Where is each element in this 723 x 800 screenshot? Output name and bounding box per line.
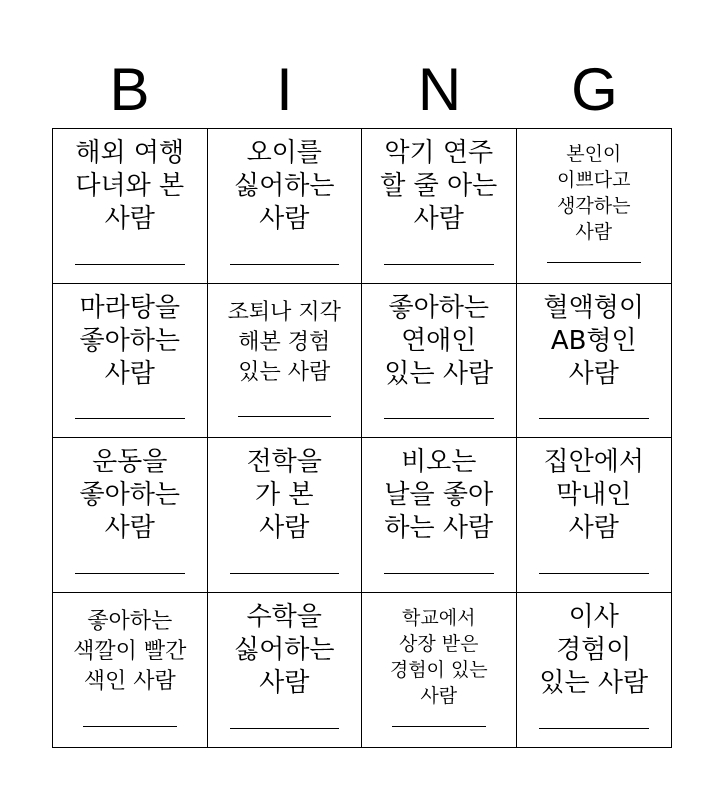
signature-line[interactable] <box>83 726 177 727</box>
signature-line[interactable] <box>547 262 642 263</box>
cell-text: 수학을 싫어하는 사람 <box>234 601 335 698</box>
cell-text: 본인이 이쁘다고 생각하는 사람 <box>557 143 631 243</box>
bingo-cell[interactable] <box>362 284 517 439</box>
signature-line[interactable] <box>384 264 494 265</box>
cell-text: 마라탕을 좋아하는 사람 <box>79 292 180 389</box>
bingo-cell[interactable] <box>362 593 517 748</box>
bingo-cell[interactable] <box>517 593 672 748</box>
bingo-cell[interactable] <box>53 593 208 748</box>
signature-line[interactable] <box>230 264 340 265</box>
cell-text: 해외 여행 다녀와 본 사람 <box>75 138 185 234</box>
header-letter-b: B <box>109 56 150 123</box>
bingo-cell[interactable] <box>208 284 363 439</box>
signature-line[interactable] <box>75 418 185 419</box>
signature-line[interactable] <box>539 418 650 419</box>
header-letter-n: N <box>417 56 462 123</box>
signature-line[interactable] <box>230 728 340 729</box>
bingo-cell[interactable] <box>208 438 363 593</box>
cell-text: 오이를 싫어하는 사람 <box>234 138 335 234</box>
signature-line[interactable] <box>75 264 185 265</box>
cell-text: 전학을 가 본 사람 <box>246 447 322 543</box>
bingo-cell[interactable] <box>362 438 517 593</box>
signature-line[interactable] <box>539 573 650 574</box>
bingo-cell[interactable] <box>517 438 672 593</box>
bingo-cell[interactable] <box>517 284 672 439</box>
cell-text: 비오는 날을 좋아 하는 사람 <box>384 447 494 543</box>
bingo-header <box>52 52 672 128</box>
cell-text: 이사 경험이 있는 사람 <box>539 601 649 698</box>
bingo-cell[interactable] <box>53 438 208 593</box>
signature-line[interactable] <box>230 573 340 574</box>
cell-text: 운동을 좋아하는 사람 <box>79 447 180 543</box>
bingo-board <box>52 128 672 748</box>
cell-text: 좋아하는 연애인 있는 사람 <box>384 292 494 389</box>
cell-text: 악기 연주 할 줄 아는 사람 <box>380 138 498 234</box>
signature-line[interactable] <box>539 728 650 729</box>
bingo-cell[interactable] <box>53 284 208 439</box>
cell-text: 좋아하는 색깔이 빨간 색인 사람 <box>73 608 187 694</box>
bingo-cell[interactable] <box>517 129 672 284</box>
cell-text: 조퇴나 지각 해본 경험 있는 사람 <box>227 299 341 385</box>
signature-line[interactable] <box>238 416 332 417</box>
cell-text: 학교에서 상장 받은 경험이 있는 사람 <box>389 606 488 707</box>
signature-line[interactable] <box>75 573 185 574</box>
header-letter-i: I <box>276 56 293 123</box>
bingo-cell[interactable] <box>208 129 363 284</box>
signature-line[interactable] <box>392 726 486 727</box>
bingo-cell[interactable] <box>53 129 208 284</box>
cell-text: 집안에서 막내인 사람 <box>543 447 644 543</box>
cell-text: 혈액형이 AB형인 사람 <box>543 292 644 389</box>
header-letter-g: G <box>571 56 618 123</box>
signature-line[interactable] <box>384 573 494 574</box>
bingo-cell[interactable] <box>208 593 363 748</box>
signature-line[interactable] <box>384 418 494 419</box>
bingo-cell[interactable] <box>362 129 517 284</box>
